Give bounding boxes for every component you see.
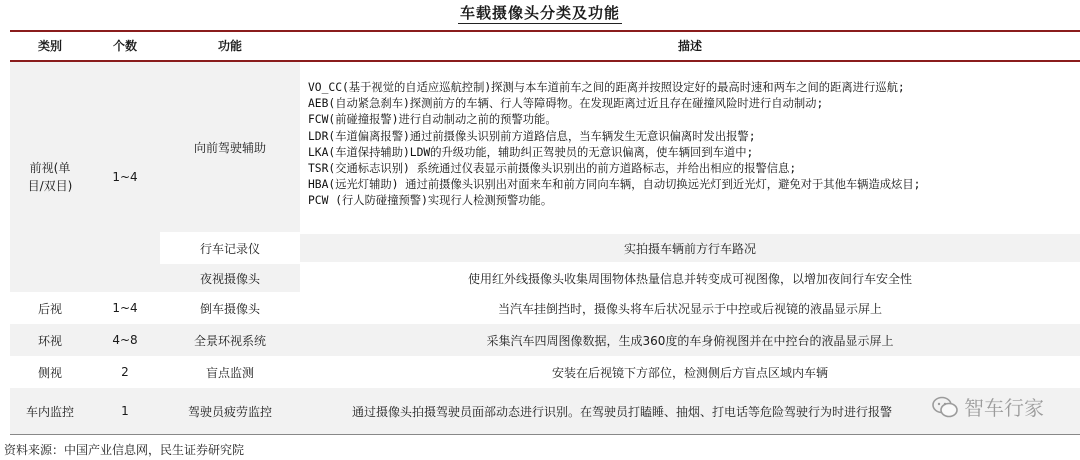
- row-rear-desc: 当汽车挂倒挡时，摄像头将车后状况显示于中控或后视镜的液晶显示屏上: [300, 294, 1080, 322]
- wechat-icon: [932, 396, 958, 418]
- adas-desc-line: TSR(交通标志识别) 系统通过仪表显示前摄像头识别出的前方道路标志，并给出相应的报警信息;: [308, 161, 797, 175]
- adas-desc-line: LDR(车道偏离报警)通过前摄像头识别前方道路信息，当车辆发生无意识偏离时发出报警;: [308, 129, 756, 143]
- header-count: 个数: [112, 39, 137, 53]
- row-cabin-function: 驾驶员疲劳监控: [160, 388, 300, 434]
- adas-desc-line: VO_CC(基于视觉的自适应巡航控制)探测与本车道前车之间的距离并按照设定好的最高时速和两车之间的距离进行巡航;: [308, 81, 905, 94]
- header-function: 功能: [217, 39, 242, 53]
- source-note: 资料来源：中国产业信息网，民生证券研究院: [4, 443, 245, 457]
- adas-desc-line: LKA(车道保持辅助)LDW的升级功能，辅助纠正驾驶员的无意识偏离，使车辆回到车道中;: [308, 145, 754, 159]
- row-cabin-category: 车内监控: [10, 388, 90, 434]
- row-surround-category: 环视: [10, 324, 90, 356]
- adas-desc-line: PCW (行人防碰撞预警)实现行人检测预警功能。: [308, 194, 553, 208]
- row-surround-count: 4~8: [90, 324, 160, 356]
- table-bottom-rule: [10, 434, 1080, 435]
- row-surround-desc: 采集汽车四周图像数据，生成360度的车身俯视图并在中控台的液晶显示屏上: [300, 324, 1080, 356]
- header-description: 描述: [677, 39, 702, 53]
- row-rear-function: 倒车摄像头: [160, 294, 300, 322]
- row-night-desc: 使用红外线摄像头收集周围物体热量信息并转变成可视图像，以增加夜间行车安全性: [300, 264, 1080, 292]
- row-front-category: 前视(单 目/双目): [10, 62, 90, 292]
- table-title-text: 车载摄像头分类及功能: [459, 4, 620, 22]
- watermark: [932, 392, 1044, 421]
- table-title: [0, 2, 1080, 23]
- adas-desc-line: AEB(自动紧急刹车)探测前方的车辆、行人等障碍物。在发现距离过近且存在碰撞风险时进行自动制动;: [308, 97, 824, 111]
- row-front-adas-function: 向前驾驶辅助: [160, 62, 300, 232]
- row-side-function: 盲点监测: [160, 358, 300, 386]
- adas-desc-line: HBA(远光灯辅助) 通过前摄像头识别出对面来车和前方同向车辆，自动切换远光灯到近光灯，避免对于其他车辆造成炫目;: [308, 178, 921, 192]
- row-side-category: 侧视: [10, 358, 90, 386]
- adas-description-list: [308, 80, 920, 210]
- row-front-count: 1~4: [90, 62, 160, 292]
- row-recorder-desc: 实拍摄车辆前方行车路况: [300, 234, 1080, 262]
- row-cabin-desc: 通过摄像头拍摄驾驶员面部动态进行识别。在驾驶员打瞌睡、抽烟、打电话等危险驾驶行为时进行报警: [300, 388, 1080, 434]
- row-rear-count: 1~4: [90, 294, 160, 322]
- row-side-count: 2: [90, 358, 160, 386]
- row-night-function: 夜视摄像头: [160, 264, 300, 292]
- watermark-text: 智车行家: [964, 396, 1044, 420]
- row-cabin-count: 1: [90, 388, 160, 434]
- adas-desc-line: FCW(前碰撞报警)进行自动制动之前的预警功能。: [308, 113, 557, 127]
- row-surround-function: 全景环视系统: [160, 324, 300, 356]
- row-recorder-function: 行车记录仪: [160, 234, 300, 262]
- row-rear-category: 后视: [10, 294, 90, 322]
- header-category: 类别: [37, 39, 62, 53]
- table-header-row: [10, 32, 1080, 62]
- row-side-desc: 安装在后视镜下方部位，检测侧后方盲点区域内车辆: [300, 358, 1080, 386]
